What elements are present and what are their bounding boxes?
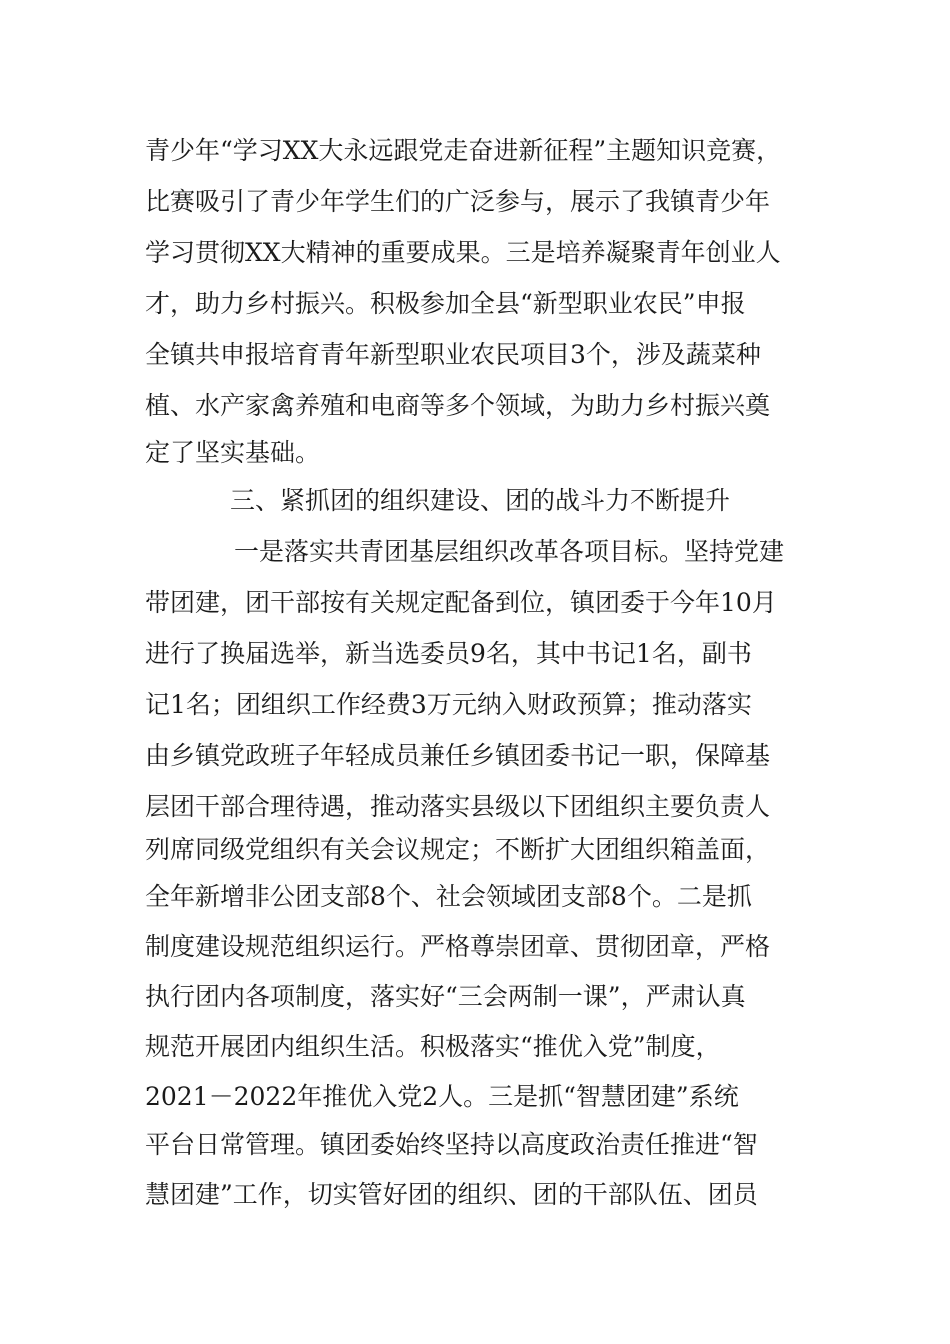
text-line: 植、水产家禽养殖和电商等多个领域，为助力乡村振兴奠 <box>145 391 771 420</box>
section-heading: 三、紧抓团的组织建设、团的战斗力不断提升 <box>230 486 731 515</box>
text-line: 青少年“学习XX大永远跟党走奋进新征程”主题知识竞赛， <box>145 136 782 165</box>
text-line: 由乡镇党政班子年轻成员兼任乡镇团委书记一职，保障基 <box>145 741 771 770</box>
text-line: 才，助力乡村振兴。积极参加全县“新型职业农民”申报 <box>145 289 746 318</box>
text-line: 执行团内各项制度，落实好“三会两制一课”，严肃认真 <box>145 982 746 1011</box>
text-line: 2021－2022年推优入党2人。三是抓“智慧团建”系统 <box>145 1082 739 1111</box>
text-line: 规范开展团内组织生活。积极落实“推优入党”制度， <box>145 1032 721 1061</box>
text-line: 层团干部合理待遇，推动落实县级以下团组织主要负责人 <box>145 792 771 821</box>
text-line: 比赛吸引了青少年学生们的广泛参与，展示了我镇青少年 <box>145 187 771 216</box>
text-line: 列席同级党组织有关会议规定；不断扩大团组织箱盖面， <box>145 835 771 864</box>
text-line: 慧团建”工作，切实管好团的组织、团的干部队伍、团员 <box>145 1180 758 1209</box>
text-line: 学习贯彻XX大精神的重要成果。三是培养凝聚青年创业人 <box>145 238 781 267</box>
text-line: 进行了换届选举，新当选委员9名，其中书记1名，副书 <box>145 639 752 668</box>
paragraph-first-line: 一是落实共青团基层组织改革各项目标。坚持党建 <box>234 537 785 566</box>
text-line: 平台日常管理。镇团委始终坚持以高度政治责任推进“智 <box>145 1130 758 1159</box>
text-line: 定了坚实基础。 <box>145 438 321 467</box>
text-line: 制度建设规范组织运行。严格尊崇团章、贯彻团章，严格 <box>145 932 771 961</box>
text-line: 全镇共申报培育青年新型职业农民项目3个，涉及蔬菜种 <box>145 340 761 369</box>
text-line: 记1名；团组织工作经费3万元纳入财政预算；推动落实 <box>145 690 752 719</box>
text-line: 全年新增非公团支部8个、社会领域团支部8个。二是抓 <box>145 882 752 911</box>
text-line: 带团建，团干部按有关规定配备到位，镇团委于今年10月 <box>145 588 777 617</box>
